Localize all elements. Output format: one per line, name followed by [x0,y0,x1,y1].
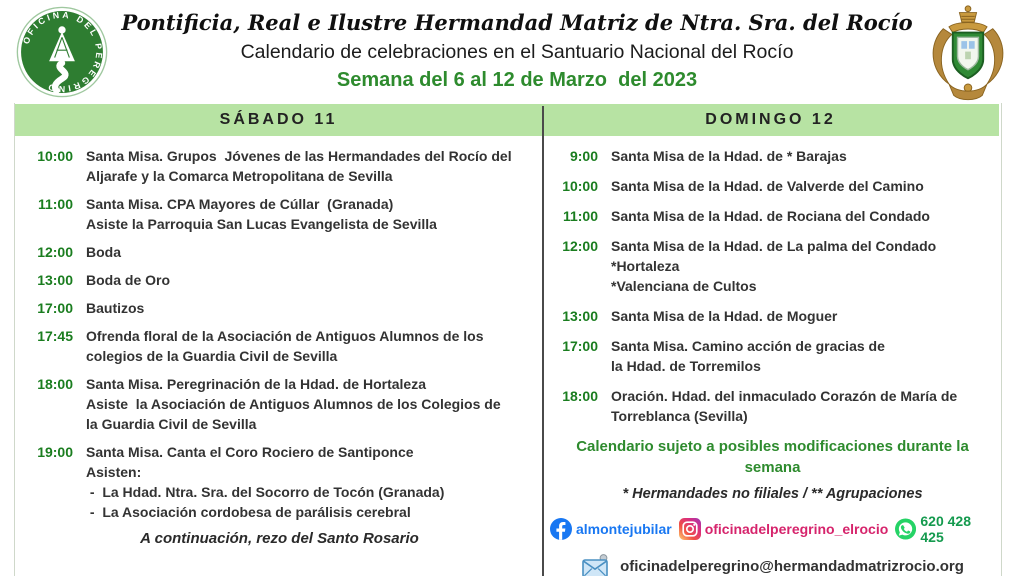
event-time: 17:00 [37,300,73,316]
instagram-handle: oficinadelperegrino_elrocio [704,521,889,537]
saturday-column [15,136,542,547]
event-text: Santa Misa de la Hdad. de Rociana del Condado [611,208,930,224]
event-time: 12:00 [562,238,598,254]
calendar-table [14,103,1002,576]
flyer-title: Pontificia, Real e Ilustre Hermandad Matriz de Ntra. Sra. del Rocío [121,10,913,35]
event-text: Ofrenda floral de la Asociación de Antiguos Alumnos de los colegios de la Guardia Civil de Sevilla [86,328,484,364]
event-row [25,374,534,434]
oficina-del-peregrino-logo [16,6,108,98]
event-text: Santa Misa. Camino acción de gracias de la Hdad. de Torremilos [611,338,885,374]
sunday-column [542,136,999,576]
columns [15,136,1001,576]
event-time: 13:00 [37,272,73,288]
svg-text:OFICINA DEL PEREGRINO: OFICINA DEL PEREGRINO [20,9,105,95]
event-row [25,270,534,290]
event-time: 18:00 [562,388,598,404]
sunday-label: DOMINGO 12 [705,111,836,128]
whatsapp-phone: 620 428 425 [920,513,971,545]
hermandad-crest-icon [920,4,1016,103]
day-header-strip [15,104,1001,136]
email-envelope-icon [581,554,611,576]
event-row [25,326,534,366]
event-row [550,336,995,376]
event-text: Santa Misa. Grupos Jóvenes de las Hermandades del Rocío del Aljarafe y la Comarca Metropolitana de Sevilla [86,148,512,184]
instagram-icon [679,518,701,540]
event-row [550,306,995,326]
event-time: 12:00 [37,244,73,260]
facebook-icon [550,518,572,540]
sunday-events [550,146,995,426]
event-time: 18:00 [37,376,73,392]
saturday-label: SÁBADO 11 [219,111,338,128]
event-text: Santa Misa. Canta el Coro Rociero de Santiponce Asisten: - La Hdad. Ntra. Sra. del Socorro de Tocón (Granada) - La Asociación cordobesa de parálisis cerebral [86,444,445,520]
event-row [25,242,534,262]
event-time: 10:00 [562,178,598,194]
event-row [550,236,995,296]
event-row [25,298,534,318]
header-titles [120,10,914,92]
event-text: Santa Misa de la Hdad. de La palma del Condado *Hortaleza *Valenciana de Cultos [611,238,937,294]
event-time: 10:00 [37,148,73,164]
event-text: Bautizos [86,300,145,316]
email-address: oficinadelperegrino@hermandadmatrizrocio.org [620,558,964,575]
whatsapp-icon [895,518,916,540]
legend-note: * Hermandades no filiales / ** Agrupaciones [622,486,923,502]
hermandad-crest-logo [920,4,1016,103]
event-time: 17:00 [562,338,598,354]
event-text: Santa Misa de la Hdad. de Moguer [611,308,838,324]
event-text: Santa Misa de la Hdad. de Valverde del Camino [611,178,924,194]
event-text: Boda de Oro [86,272,171,288]
event-time: 11:00 [562,208,598,224]
event-row [550,176,995,196]
event-text: Santa Misa. Peregrinación de la Hdad. de Hortaleza Asiste la Asociación de Antiguos Alumnos de los Colegios de la Guardia Civil de Sevilla [86,376,501,432]
email-row [550,554,995,576]
event-time: 17:45 [37,328,73,344]
week-range: Semana del 6 al 12 de Marzo del 2023 [336,69,698,92]
social-row [550,513,995,545]
day-header-saturday [15,104,542,136]
event-time: 11:00 [37,196,73,212]
column-divider [542,106,544,576]
header [0,0,1024,103]
event-time: 13:00 [562,308,598,324]
event-row [550,146,995,166]
instagram-item [679,518,889,540]
oficina-del-peregrino-seal-icon [16,6,108,98]
event-row [550,386,995,426]
event-time: 19:00 [37,444,73,460]
facebook-item [550,518,672,540]
event-row [25,442,534,522]
whatsapp-item [895,513,995,545]
event-row [550,206,995,226]
day-header-sunday [542,104,999,136]
event-time: 9:00 [569,148,598,164]
modification-note: Calendario sujeto a posibles modificaciones durante la semana [576,438,969,476]
event-row [25,146,534,186]
saturday-events [25,146,534,522]
flyer-subtitle: Calendario de celebraciones en el Santuario Nacional del Rocío [240,41,794,64]
event-row [25,194,534,234]
saturday-footer-note: A continuación, rezo del Santo Rosario [140,530,419,547]
event-text: Santa Misa. CPA Mayores de Cúllar (Granada) Asiste la Parroquia San Lucas Evangelista de Sevilla [86,196,437,232]
event-text: Boda [86,244,121,260]
facebook-handle: almontejubilar [576,521,672,537]
event-text: Santa Misa de la Hdad. de * Barajas [611,148,847,164]
event-text: Oración. Hdad. del inmaculado Corazón de María de Torreblanca (Sevilla) [611,388,958,424]
